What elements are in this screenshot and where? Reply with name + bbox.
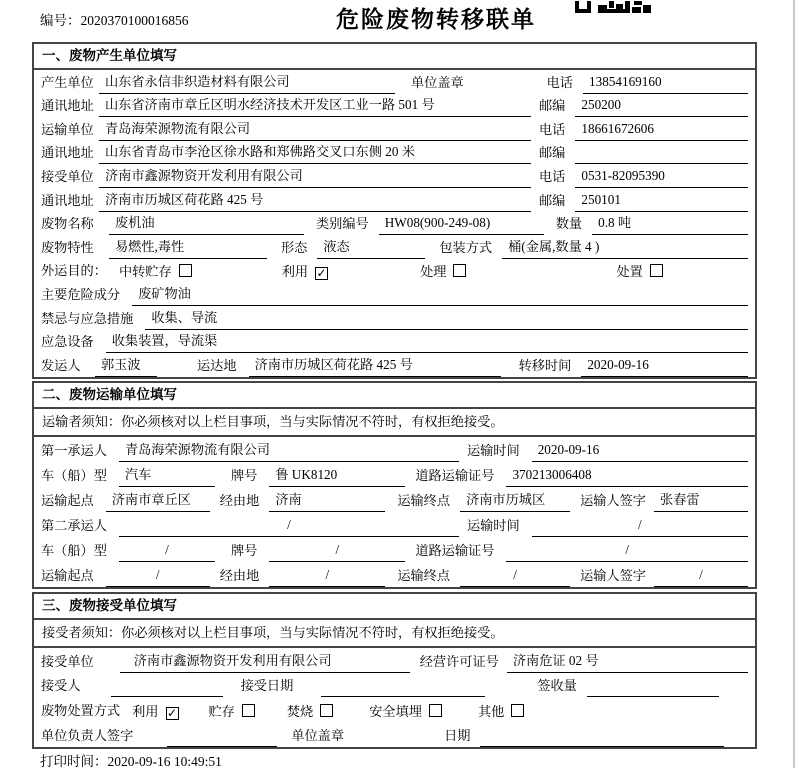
hazard-components-row: [34, 282, 755, 306]
destination-value: 济南市历城区荷花路 425 号: [249, 354, 501, 377]
page-title: 危险废物转移联单: [336, 6, 536, 32]
transporter-sign-value: 张春雷: [654, 489, 748, 512]
purpose-option-dispose: 处置: [616, 261, 662, 282]
route-via2-value: /: [269, 567, 385, 587]
emergency-equipment-label: 应急设备: [41, 334, 94, 350]
carrier2-row: [34, 512, 755, 537]
purpose-option-treat: 处理: [420, 261, 466, 282]
waste-name-label: 废物名称: [41, 216, 94, 232]
transporter-sign-label: 运输人签字: [580, 568, 646, 583]
permit-label: 经营许可证号: [419, 653, 499, 669]
disposal-option-landfill: 安全填埋: [369, 701, 442, 722]
responsible-sign-label: 单位负责人签字: [41, 727, 134, 743]
transfer-purpose-row: [34, 259, 755, 283]
receiver-person-label: 接受人: [41, 678, 81, 694]
phone-label: 电话: [539, 121, 566, 137]
transport-time-label: 运输时间: [466, 443, 520, 458]
route-end2-value: /: [460, 567, 570, 587]
zip-label: 邮编: [539, 145, 566, 161]
receive-unit-row: [34, 164, 755, 188]
packaging-value: 桶(金属,数量 4 ): [502, 236, 748, 259]
responsible-sign-value: [167, 743, 277, 747]
receive-address-row: [34, 188, 755, 212]
transport-time2-value: /: [532, 517, 748, 537]
taboo-measures-row: [34, 306, 755, 330]
disposal-option-other: 其他: [478, 701, 524, 722]
section3-title: 三、废物接受单位填写: [34, 594, 755, 620]
receive-zip-value: 250101: [575, 192, 748, 212]
received-qty-value: [587, 693, 719, 697]
receiver-unit-value: 济南市鑫源物资开发利用有限公司: [120, 650, 410, 673]
section1-title: 一、废物产生单位填写: [34, 44, 755, 70]
vehicle1-row: [34, 462, 755, 487]
section2-title: 二、废物运输单位填写: [34, 383, 755, 409]
route-via-label: 经由地: [219, 568, 260, 583]
producer-unit-row: [34, 70, 755, 94]
received-qty-label: 签收量: [537, 678, 577, 694]
vehicle2-row: [34, 537, 755, 562]
responsible-sign-row: [34, 722, 755, 747]
route-end-label: 运输终点: [397, 493, 451, 508]
transport-phone-value: 18661672606: [575, 121, 748, 141]
plate2-value: /: [269, 542, 405, 562]
vehicle-type-value: 汽车: [119, 464, 215, 487]
transporter-notice: 运输者须知：你必须核对以上栏目事项，当与实际情况不符时，有权拒绝接受。: [34, 409, 755, 437]
checkbox-utilize: ✓: [166, 706, 178, 721]
transfer-purpose-label: 外运目的：: [41, 263, 107, 279]
section-producer: [32, 42, 757, 379]
unit-seal-label: 单位盖章: [291, 727, 345, 743]
vehicle-type-label: 车（船）型: [41, 543, 107, 558]
hazard-components-label: 主要危险成分: [41, 286, 121, 302]
checkbox-utilize: ✓: [316, 266, 327, 281]
route-start-label: 运输起点: [41, 493, 94, 508]
unit-seal-label: 单位盖章: [411, 74, 464, 90]
checkbox-dispose: [650, 264, 663, 277]
receiver-person-value: [111, 693, 223, 697]
taboo-measures-value: 收集、导流: [145, 307, 748, 330]
phone-label: 电话: [546, 74, 573, 90]
route-via-value: 济南: [269, 489, 385, 512]
section-receiver: [32, 592, 757, 749]
address-label: 通讯地址: [41, 145, 94, 161]
route-start2-value: /: [106, 567, 210, 587]
zip-label: 邮编: [539, 98, 566, 114]
zip-label: 邮编: [539, 192, 566, 208]
qr-code-icon: [575, 0, 651, 18]
route-end-value: 济南市历城区: [460, 489, 570, 512]
quantity-value: 0.8 吨: [592, 212, 748, 235]
receive-date-value: [321, 693, 485, 697]
emergency-equipment-value: 收集装置，导流渠: [106, 330, 748, 353]
receiver-notice: 接受者须知：你必须核对以上栏目事项，当与实际情况不符时，有权拒绝接受。: [34, 620, 755, 648]
page-edge-line: [793, 0, 795, 768]
carrier2-value: /: [119, 517, 459, 537]
transfer-time-value: 2020-09-16: [581, 357, 748, 377]
transporter-sign2-value: /: [654, 567, 748, 587]
dispatch-row: [34, 353, 755, 377]
route-start-value: 济南市章丘区: [106, 489, 210, 512]
disposal-option-incinerate: 焚烧: [287, 701, 333, 722]
taboo-measures-label: 禁忌与应急措施: [41, 310, 134, 326]
road-cert-label: 道路运输证号: [415, 468, 495, 483]
date-label: 日期: [444, 727, 471, 743]
carrier2-label: 第二承运人: [41, 518, 107, 533]
serial-value: 2020370100016856: [80, 13, 189, 28]
date-value: [480, 743, 724, 747]
receive-phone-value: 0531-82095390: [575, 168, 748, 188]
transport-address-row: [34, 141, 755, 165]
serial-number: [40, 9, 189, 29]
disposal-option-store: 贮存: [209, 701, 255, 722]
receiver-unit-row: [34, 648, 755, 673]
form-value: 液态: [317, 236, 425, 259]
serial-label: 编号：: [40, 13, 81, 28]
producer-zip-value: 250200: [575, 97, 748, 117]
carrier1-value: 青岛海荣源物流有限公司: [119, 439, 459, 462]
road-cert-value: 370213006408: [506, 467, 748, 487]
checkbox-landfill: [429, 704, 442, 717]
route-via-label: 经由地: [219, 493, 260, 508]
transport-time-label: 运输时间: [466, 518, 520, 533]
waste-traits-label: 废物特性: [41, 239, 94, 255]
route1-row: [34, 487, 755, 512]
disposal-option-utilize: 利用 ✓: [132, 704, 178, 721]
plate-label: 牌号: [230, 468, 258, 483]
checkbox-transfer-storage: [179, 264, 192, 277]
purpose-option-utilize: 利用 ✓: [281, 264, 327, 281]
address-label: 通讯地址: [41, 98, 94, 114]
producer-unit-value: 山东省永信非织造材料有限公司: [99, 71, 395, 94]
address-label: 通讯地址: [41, 192, 94, 208]
purpose-option-transfer-storage: 中转贮存: [119, 261, 192, 282]
producer-unit-label: 产生单位: [41, 74, 94, 90]
producer-phone-value: 13854169160: [583, 74, 748, 94]
form-label: 形态: [281, 239, 308, 255]
category-code-label: 类别编号: [316, 216, 369, 232]
receive-unit-value: 济南市鑫源物资开发利用有限公司: [99, 165, 531, 188]
receive-date-label: 接受日期: [240, 678, 294, 694]
road-cert-label: 道路运输证号: [415, 543, 495, 558]
dispatcher-label: 发运人: [41, 357, 81, 373]
checkbox-incinerate: [320, 704, 333, 717]
waste-name-value: 废机油: [109, 212, 304, 235]
dispatcher-value: 郭玉波: [95, 354, 157, 377]
vehicle-type-label: 车（船）型: [41, 468, 107, 483]
transport-zip-value: [575, 160, 748, 164]
road-cert2-value: /: [506, 542, 748, 562]
transport-address-value: 山东省青岛市李沧区徐水路和郑佛路交叉口东侧 20 米: [99, 141, 531, 164]
phone-label: 电话: [539, 168, 566, 184]
carrier1-row: [34, 437, 755, 462]
transport-time-value: 2020-09-16: [532, 442, 748, 462]
producer-address-value: 山东省济南市章丘区明水经济技术开发区工业一路 501 号: [99, 94, 531, 117]
transporter-sign-label: 运输人签字: [580, 493, 646, 508]
route-end-label: 运输终点: [397, 568, 451, 583]
plate-value: 鲁 UK8120: [269, 464, 405, 487]
producer-address-row: [34, 94, 755, 118]
checkbox-store: [242, 704, 255, 717]
checkbox-treat: [453, 264, 466, 277]
receiver-unit-label: 接受单位: [41, 653, 94, 669]
category-code-value: HW08(900-249-08): [379, 215, 544, 235]
transport-unit-value: 青岛海荣源物流有限公司: [99, 118, 531, 141]
transport-unit-row: [34, 117, 755, 141]
destination-label: 运达地: [197, 357, 237, 373]
disposal-method-row: [34, 697, 755, 722]
packaging-label: 包装方式: [439, 239, 493, 255]
waste-name-row: [34, 212, 755, 236]
print-time: 打印时间：2020-09-16 10:49:51: [40, 754, 222, 768]
transfer-time-label: 转移时间: [518, 357, 572, 373]
waste-traits-value: 易燃性,毒性: [109, 236, 267, 259]
permit-value: 济南危证 02 号: [507, 650, 748, 673]
receiver-person-row: [34, 673, 755, 698]
plate-label: 牌号: [230, 543, 258, 558]
section-transporter: [32, 381, 757, 589]
disposal-method-label: 废物处置方式: [41, 703, 121, 719]
hazard-components-value: 废矿物油: [132, 283, 748, 306]
receive-address-value: 济南市历城区荷花路 425 号: [99, 189, 531, 212]
quantity-label: 数量: [555, 216, 583, 232]
route-start-label: 运输起点: [41, 568, 94, 583]
route2-row: [34, 562, 755, 587]
emergency-equipment-row: [34, 330, 755, 354]
transport-unit-label: 运输单位: [41, 121, 94, 137]
vehicle-type2-value: /: [119, 542, 215, 562]
checkbox-other: [511, 704, 524, 717]
receive-unit-label: 接受单位: [41, 168, 94, 184]
waste-traits-row: [34, 235, 755, 259]
carrier1-label: 第一承运人: [41, 443, 107, 458]
